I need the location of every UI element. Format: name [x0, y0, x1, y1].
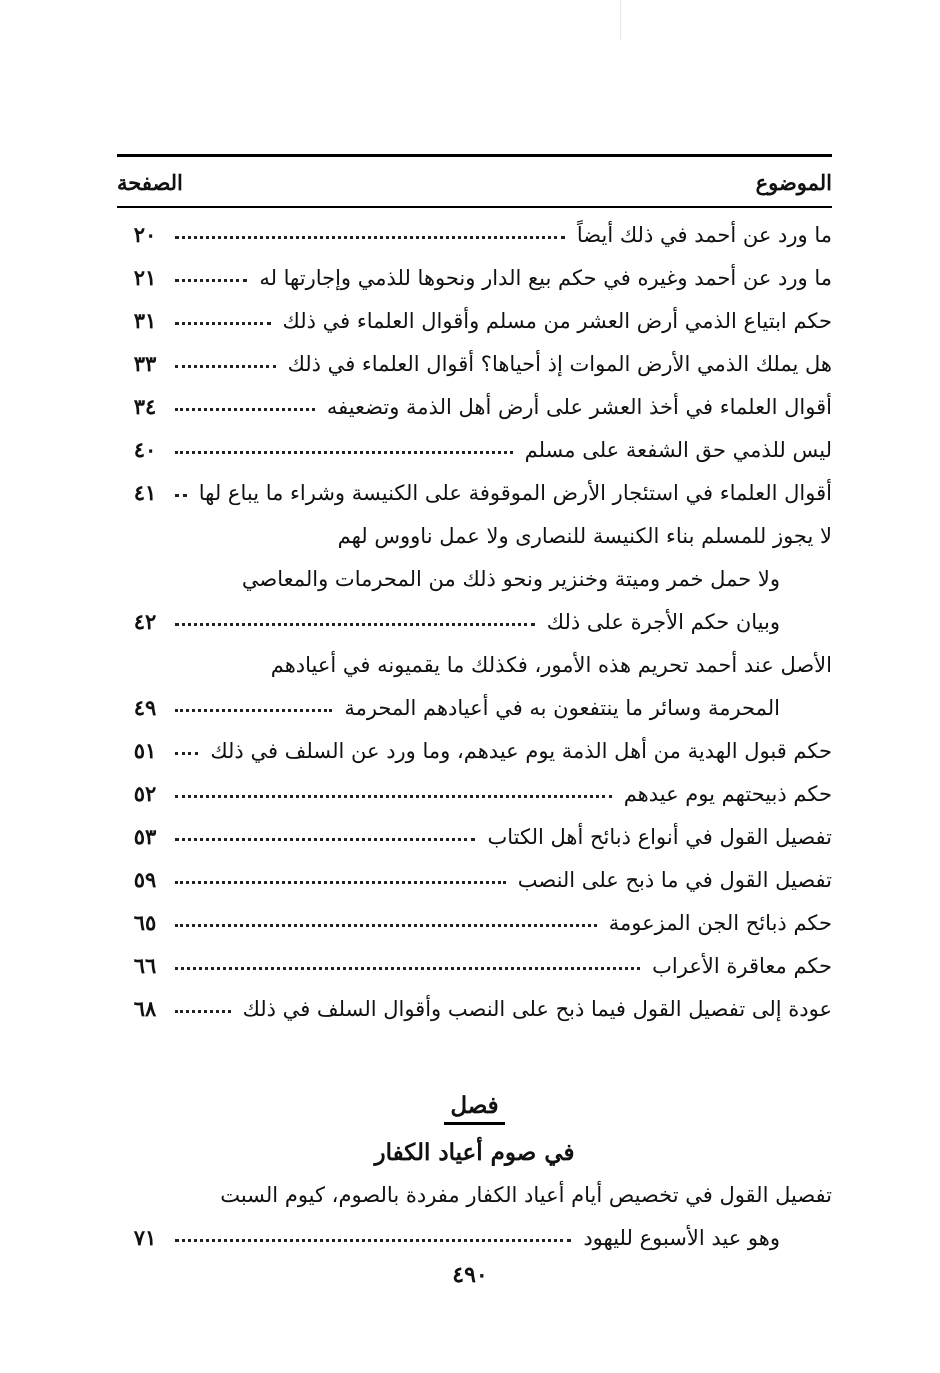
toc-entry: [117, 1219, 832, 1262]
entry-title: حكم ذبيحتهم يوم عيدهم: [623, 782, 832, 806]
dot-leader: [175, 795, 612, 798]
entry-page-number: ٧١: [133, 1225, 157, 1250]
entry-page-number: ٦٨: [133, 996, 157, 1021]
entry-page-number: ٥٢: [133, 781, 157, 806]
page-number: ٤٩٠: [452, 1262, 488, 1288]
entry-title: ما ورد عن أحمد في ذلك أيضاً: [576, 223, 832, 247]
entry-title: أقوال العلماء في أخذ العشر على أرض أهل الذمة وتضعيفه: [326, 395, 832, 419]
toc-entry: [117, 732, 832, 775]
entry-title: وهو عيد الأسبوع لليهود: [583, 1226, 780, 1250]
entry-page-number: ٤٠: [133, 437, 157, 462]
dot-leader: [175, 236, 565, 239]
section-heading: [117, 1090, 832, 1133]
toc-entry: [117, 861, 832, 904]
dot-leader: [175, 881, 506, 884]
entry-title: لا يجوز للمسلم بناء الكنيسة للنصارى ولا عمل ناووس لهم: [337, 524, 832, 548]
toc-entry: [117, 603, 832, 646]
entry-title: عودة إلى تفصيل القول فيما ذبح على النصب وأقوال السلف في ذلك: [242, 997, 832, 1021]
entry-title: الأصل عند أحمد تحريم هذه الأمور، فكذلك ما يقميونه في أعيادهم: [270, 653, 832, 677]
entry-title: ولا حمل خمر وميتة وخنزير ونحو ذلك من المحرمات والمعاصي: [241, 567, 780, 591]
toc-entry: [117, 990, 832, 1033]
entry-page-number: ٣١: [133, 308, 157, 333]
entry-title: حكم ذبائح الجن المزعومة: [608, 911, 832, 935]
toc-entry: [117, 947, 832, 990]
toc-entry: [117, 388, 832, 431]
entry-title: ما ورد عن أحمد وغيره في حكم بيع الدار ونحوها للذمي وإجارتها له: [259, 266, 832, 290]
dot-leader: [175, 967, 640, 970]
toc-entry: [117, 1176, 832, 1219]
toc-entry: [117, 345, 832, 388]
toc-entry: [117, 818, 832, 861]
entry-page-number: ٣٤: [133, 394, 157, 419]
entry-title: تفصيل القول في ما ذبح على النصب: [517, 868, 832, 892]
entry-page-number: ٥١: [133, 738, 157, 763]
entry-page-number: ٣٣: [133, 351, 157, 376]
entry-title: ليس للذمي حق الشفعة على مسلم: [524, 438, 832, 462]
dot-leader: [175, 451, 513, 454]
table-of-contents: [117, 216, 832, 1262]
dot-leader: [175, 752, 198, 755]
toc-entry: [117, 689, 832, 732]
toc-entry: [117, 646, 832, 689]
dot-leader: [175, 924, 597, 927]
entry-page-number: ٦٦: [133, 953, 157, 978]
page-crease: [620, 0, 621, 40]
page-column-header: الصفحة: [117, 170, 183, 195]
section-spacer: [117, 1033, 832, 1090]
dot-leader: [175, 623, 535, 626]
toc-entry: [117, 259, 832, 302]
entry-title: حكم ابتياع الذمي أرض العشر من مسلم وأقوال العلماء في ذلك: [282, 309, 832, 333]
toc-entry: [117, 302, 832, 345]
entry-title: هل يملك الذمي الأرض الموات إذ أحياها؟ أقوال العلماء في ذلك: [287, 352, 832, 376]
dot-leader: [175, 838, 475, 841]
entry-title: تفصيل القول في تخصيص أيام أعياد الكفار مفردة بالصوم، كيوم السبت: [220, 1183, 832, 1207]
entry-page-number: ٢٠: [133, 222, 157, 247]
dot-leader: [175, 279, 247, 282]
toc-entry: [117, 517, 832, 560]
entry-title: حكم معاقرة الأعراب: [652, 954, 832, 978]
toc-entry: [117, 474, 832, 517]
entry-title: تفصيل القول في أنواع ذبائح أهل الكتاب: [487, 825, 832, 849]
entry-page-number: ٤٢: [133, 609, 157, 634]
entry-title: حكم قبول الهدية من أهل الذمة يوم عيدهم، وما ورد عن السلف في ذلك: [210, 739, 832, 763]
toc-entry: [117, 431, 832, 474]
entry-page-number: ٤١: [133, 480, 157, 505]
entry-page-number: ٢١: [133, 265, 157, 290]
dot-leader: [175, 494, 187, 497]
dot-leader: [175, 408, 315, 411]
entry-page-number: ٥٣: [133, 824, 157, 849]
entry-page-number: ٦٥: [133, 910, 157, 935]
dot-leader: [175, 322, 271, 325]
entry-title: وبيان حكم الأجرة على ذلك: [546, 610, 780, 634]
toc-entry: [117, 904, 832, 947]
header-top-rule: [117, 154, 832, 157]
heading-text: فصل: [444, 1090, 504, 1125]
entry-page-number: ٥٩: [133, 867, 157, 892]
dot-leader: [175, 365, 276, 368]
heading-text: في صوم أعياد الكفار: [374, 1139, 575, 1166]
section-subheading: [117, 1133, 832, 1176]
entry-title: أقوال العلماء في استئجار الأرض الموقوفة على الكنيسة وشراء ما يباع لها: [198, 481, 832, 505]
header-bottom-rule: [117, 206, 832, 208]
subject-column-header: الموضوع: [755, 170, 832, 195]
entry-title: المحرمة وسائر ما ينتفعون به في أعيادهم المحرمة: [344, 696, 780, 720]
dot-leader: [175, 709, 332, 712]
dot-leader: [175, 1010, 231, 1013]
toc-entry: [117, 216, 832, 259]
toc-entry: [117, 775, 832, 818]
toc-entry: [117, 560, 832, 603]
dot-leader: [175, 1239, 571, 1242]
entry-page-number: ٤٩: [133, 695, 157, 720]
